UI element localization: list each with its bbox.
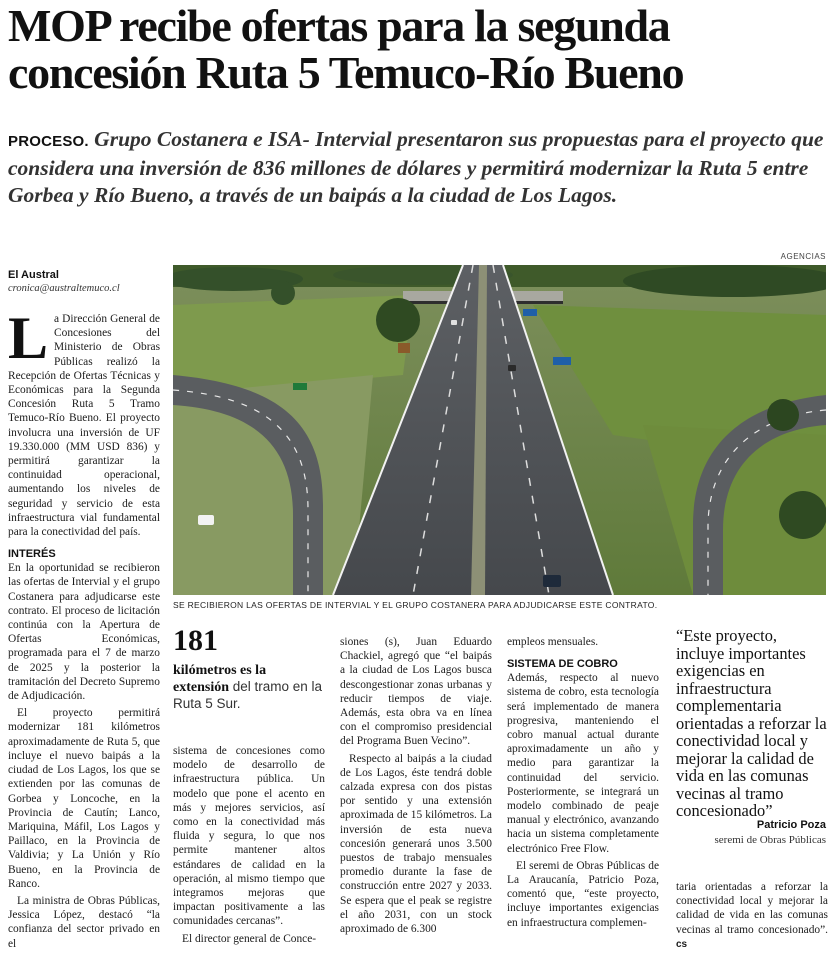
headline-line-2: concesión Ruta 5 Temuco-Río Bueno [8, 47, 684, 98]
fact-bold-text: kilómetros es la extensión [173, 663, 267, 695]
headline [8, 2, 828, 96]
pull-quote-attribution [676, 818, 826, 848]
pull-quote-role: seremi de Obras Públicas [714, 834, 826, 846]
column4-paragraph-2: Además, respecto al nuevo sistema de cobro, esta tecnología será implementado de manera progresiva, manteniendo el cobro manual actual durante aproximadamente un año y medio para garantizar la continuidad del servicio. Posteriormente, se integrará un modelo combinado de peaje manual y electrónico, avanzando hacia un sistema completamente electrónico Free Flow. [507, 672, 659, 855]
column2-paragraph-1: sistema de concesiones como modelo de desarrollo de infraestructura pública. Un modelo que pone el acento en más y mejores servicios, así como en la conectividad más fluida y segura, lo que nos permite mantener altos estándares de calidad en la operación, al mismo tiempo que integramos mejoras que impactan positivamente a las comunidades cercanas”. [173, 745, 325, 928]
article-column-4 [507, 635, 659, 933]
pull-quote-author: Patricio Poza [756, 819, 826, 831]
byline-author: El Austral [8, 269, 59, 281]
fact-description [173, 662, 325, 712]
column3-paragraph-2: Respecto al baipás a la ciudad de Los Lagos, éste tendrá doble calzada expresa con dos pistas por sentido y una extensión aproximada de 15 kilómetros. La inversión de esta nueva concesión generará unos 3.500 puestos de trabajo mensuales promedio durante la fase de construcción entre 2027 y 2033. Se espera que el peak se registre el año 2031, con un stock aproximado de 6.300 [340, 752, 492, 936]
lead-text: Grupo Costanera e ISA- Intervial presentaron sus propuestas para el proyecto que considera una inversión de 836 millones de dólares y permitirá modernizar la Ruta 5 entre Gorbea y Río Bueno, a través de un baipás a la ciudad de Los Lagos. [8, 127, 824, 207]
fact-box [173, 626, 325, 712]
column2-paragraph-2: El director general de Conce- [182, 932, 317, 945]
column4-paragraph-1: empleos mensuales. [507, 636, 599, 648]
article-column-2 [173, 744, 325, 949]
photo-caption: SE RECIBIERON LAS OFERTAS DE INTERVIAL Y EL GRUPO COSTANERA PARA ADJUDICARSE ESTE CONTRATO. [173, 600, 658, 610]
column1-paragraph-4: La ministra de Obras Públicas, Jessica López, destacó “la confianza del sector privado en el [8, 894, 160, 950]
column5-paragraph-1: taria orientadas a reforzar la conectividad local y mejorar la calidad de vida en las comunas vecinas al tramo concesionado”. [676, 881, 828, 936]
highway-aerial-image [173, 265, 826, 595]
article-column-5 [676, 880, 828, 955]
article-column-1 [8, 305, 160, 954]
fact-rest-text: del tramo en la Ruta 5 Sur. [173, 679, 323, 711]
column3-paragraph-1: siones (s), Juan Eduardo Chackiel, agregó que “el baipás a la ciudad de Los Lagos busca descongestionar zonas urbanas y reducir tiempos de viaje. Además, esta obra va en línea con el compromiso presidencial del Programa Buen Vecino”. [340, 636, 492, 748]
end-mark: cs [676, 938, 688, 950]
fact-number: 181 [173, 624, 218, 657]
pull-quote: “Este proyecto, incluye importantes exigencias en infraestructura complementaria orientadas a reforzar la conectividad local y mejorar la calidad de vida en las comunas vecinas al tramo concesionado” [676, 626, 827, 820]
column4-paragraph-3: El seremi de Obras Públicas de La Araucanía, Patricio Poza, comentó que, “este proyecto, incluye importantes exigencias en infraestructura complemen- [507, 859, 659, 929]
article-column-3 [340, 635, 492, 939]
byline [8, 268, 168, 296]
byline-email[interactable]: cronica@australtemuco.cl [8, 283, 120, 294]
lead-kicker: PROCESO. [8, 133, 89, 150]
subhead-sistema-de-cobro: SISTEMA DE COBRO [507, 658, 618, 671]
column1-paragraph-1: a Dirección General de Concesiones del Ministerio de Obras Públicas realizó la Recepción de Ofertas Técnicas y Económicas para la Segunda Concesión Ruta 5 Tramo Temuco-Río Bueno. El proyecto involucra una inversión de UF 19.330.000 (MM USD 836) y permitirá garantizar la continuidad operacional, aumentando los niveles de seguridad y servicio de esta infraestructura vial fundamental para la conectividad del país. [8, 313, 160, 539]
highway-photo [173, 265, 826, 595]
photo-credit: AGENCIAS [780, 252, 826, 261]
lead-paragraph [8, 126, 826, 209]
column1-paragraph-3: El proyecto permitirá modernizar 181 kilómetros aproximadamente de Ruta 5, que incluye el nuevo baipás a la ciudad de Los Lagos, los que se extienden por las comunas de Gorbea y Loncoche, en la Provincia de Cautín; Lanco, Mariquina, Máfil, Los Lagos y Paillaco, en la Provincia de Valdivia; y La Unión y Río Bueno, en la Provincia de Ranco. [8, 707, 160, 890]
drop-cap: L [8, 305, 49, 371]
column1-paragraph-2: En la oportunidad se recibieron las ofertas de Intervial y el grupo Costanera para adjudicarse este contrato. El proceso de licitación continúa con la Apertura de Ofertas Económicas, programada para el 7 de marzo de 2025 y la posterior la tramitación del Decreto Supremo de Adjudicación. [8, 562, 160, 703]
subhead-interes: INTERÉS [8, 548, 56, 561]
headline-line-1: MOP recibe ofertas para la segunda [8, 0, 670, 51]
